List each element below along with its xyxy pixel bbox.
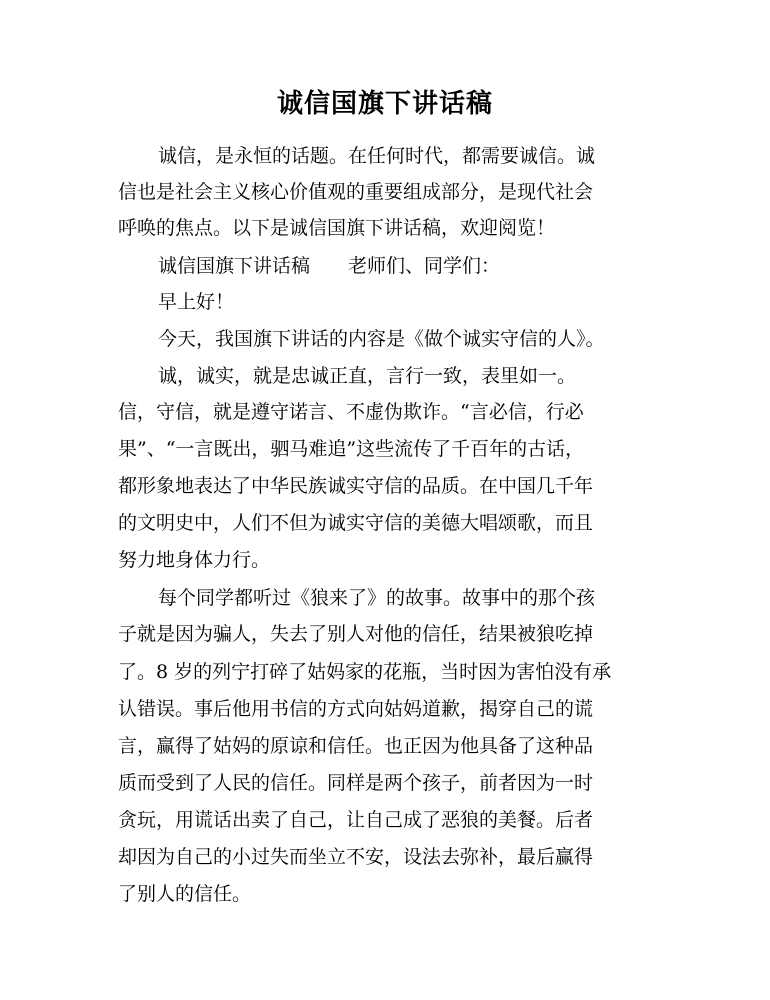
paragraph-line: 贪玩，用谎话出卖了自己，让自己成了恶狼的美餐。后者 xyxy=(118,809,594,831)
paragraph-line: 质而受到了人民的信任。同样是两个孩子，前者因为一时 xyxy=(118,772,594,794)
paragraph-line: 都形象地表达了中华民族诚实守信的品质。在中国几千年 xyxy=(118,475,594,497)
paragraph-line: 信，守信，就是遵守诺言、不虚伪欺诈。“言必信，行必 xyxy=(118,401,584,423)
paragraph-line: 的文明史中，人们不但为诚实守信的美德大唱颂歌，而且 xyxy=(118,512,594,534)
paragraph-line: 诚信，是永恒的话题。在任何时代，都需要诚信。诚 xyxy=(158,145,596,167)
paragraph-line: 言，赢得了姑妈的原谅和信任。也正因为他具备了这种品 xyxy=(118,735,594,757)
paragraph-line: 果”、“一言既出，驷马难追”这些流传了千百年的古话， xyxy=(118,438,585,460)
paragraph-line: 诚信国旗下讲话稿 老师们、同学们： xyxy=(158,255,501,277)
paragraph-line: 早上好！ xyxy=(158,291,235,313)
page-title: 诚信国旗下讲话稿 xyxy=(276,89,493,119)
paragraph-line: 诚，诚实，就是忠诚正直，言行一致，表里如一。 xyxy=(158,365,577,387)
paragraph-line: 每个同学都听过《狼来了》的故事。故事中的那个孩 xyxy=(158,587,596,609)
paragraph-line: 呼唤的焦点。以下是诚信国旗下讲话稿，欢迎阅览！ xyxy=(118,217,556,239)
paragraph-line: 努力地身体力行。 xyxy=(118,549,271,571)
paragraph-line: 信也是社会主义核心价值观的重要组成部分，是现代社会 xyxy=(118,181,594,203)
paragraph-line: 却因为自己的小过失而坐立不安，设法去弥补，最后赢得 xyxy=(118,846,594,868)
paragraph-line: 认错误。事后他用书信的方式向姑妈道歉，揭穿自己的谎 xyxy=(118,698,594,720)
paragraph-line: 了。8 岁的列宁打碎了姑妈家的花瓶，当时因为害怕没有承 xyxy=(118,661,612,683)
paragraph-line: 子就是因为骗人，失去了别人对他的信任，结果被狼吃掉 xyxy=(118,623,594,645)
paragraph-line: 今天，我国旗下讲话的内容是《做个诚实守信的人》。 xyxy=(158,328,605,350)
paragraph-line: 了别人的信任。 xyxy=(118,883,252,905)
